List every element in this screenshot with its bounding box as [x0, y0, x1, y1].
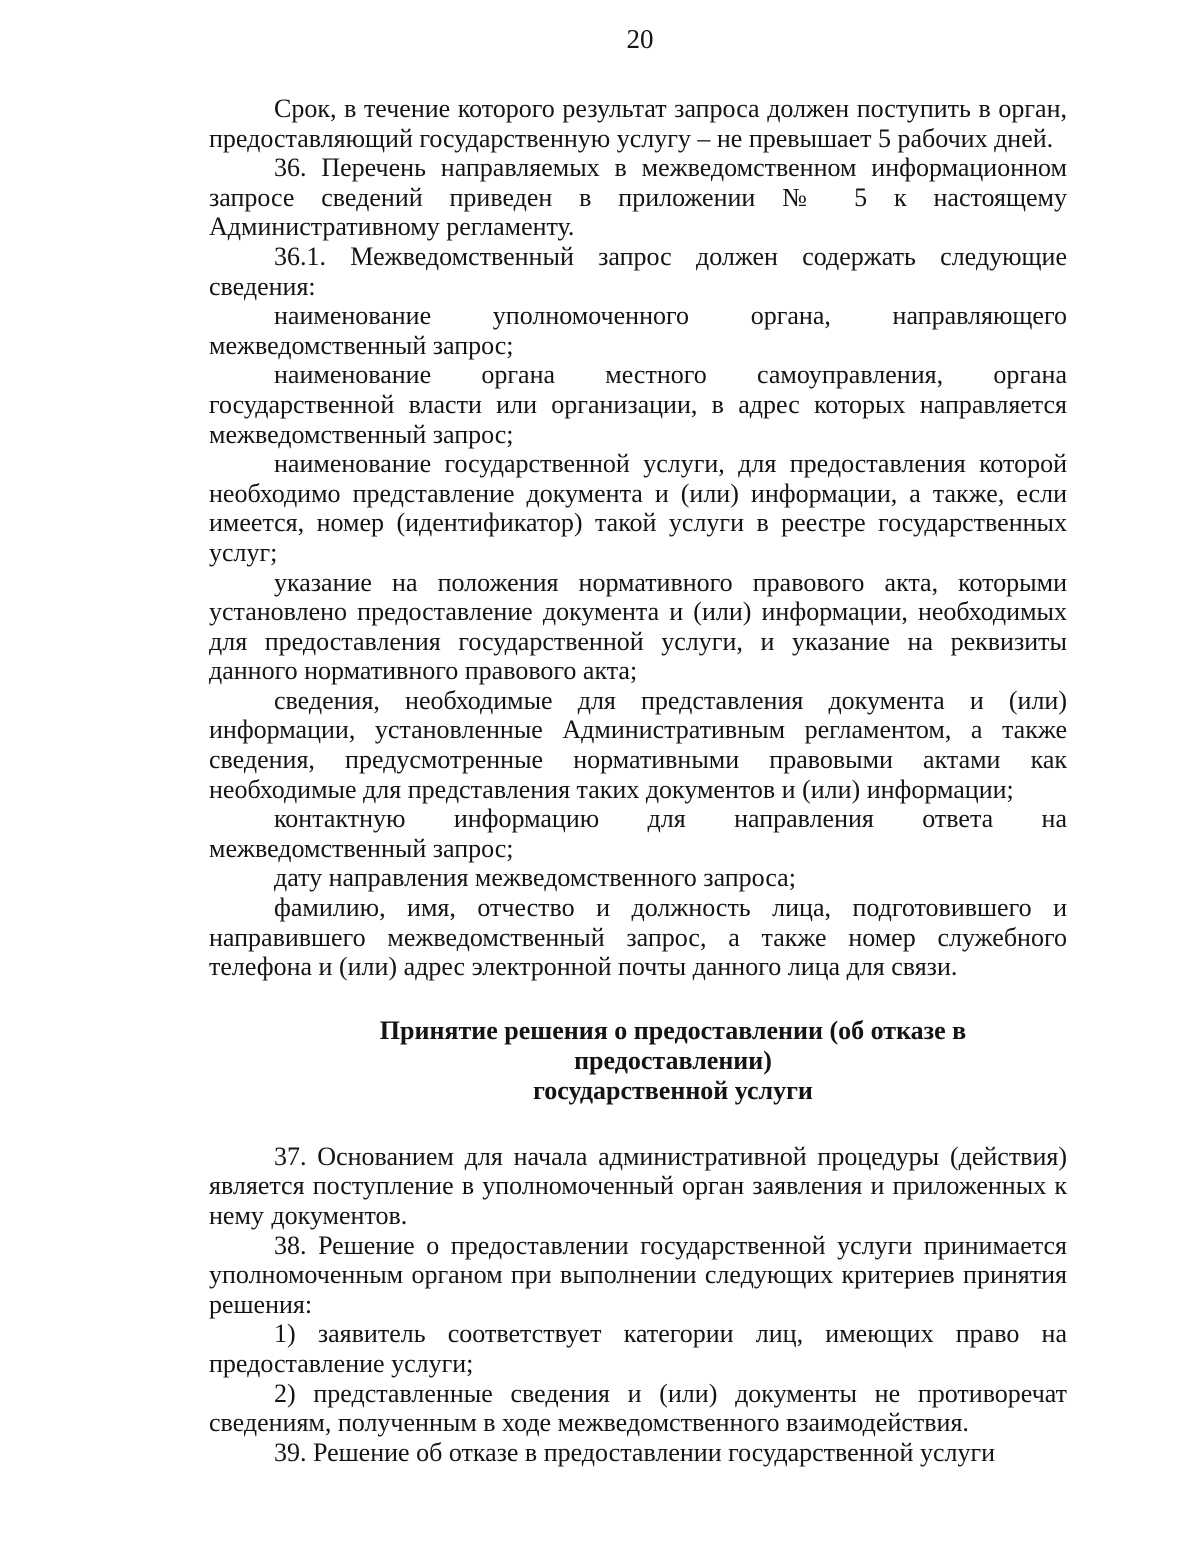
list-item-official-details: фамилию, имя, отчество и должность лица, подготовившего и направившего межведомственный запрос, а также номер служебного телефона и (или) адрес электронной почты данного лица для связи. [209, 893, 1067, 982]
list-item-authority-name: наименование уполномоченного органа, направляющего межведомственный запрос; [209, 301, 1067, 360]
paragraph-36-1: 36.1. Межведомственный запрос должен содержать следующие сведения: [209, 241, 1067, 301]
list-item-request-date: дату направления межведомственного запроса; [274, 863, 796, 893]
paragraph-deadline: Срок, в течение которого результат запроса должен поступить в орган, предоставляющий государственную услугу – не превышает 5 рабочих дней. [209, 94, 1067, 153]
criterion-2: 2) представленные сведения и (или) документы не противоречат сведениям, полученным в ходе межведомственного взаимодействия. [209, 1378, 1067, 1438]
list-item-contact-info: контактную информацию для направления ответа на межведомственный запрос; [209, 804, 1067, 863]
paragraph-36: 36. Перечень направляемых в межведомственном информационном запросе сведений приведен в приложении № 5 к настоящему Административному регламенту. [209, 153, 1067, 242]
section-heading-line-2: государственной услуги [533, 1075, 813, 1105]
paragraph-37: 37. Основанием для начала административной процедуры (действия) является поступление в уполномоченный орган заявления и приложенных к нему документов. [209, 1141, 1067, 1230]
list-item-required-info: сведения, необходимые для представления документа и (или) информации, установленные Административным регламентом, а также сведения, предусмотренные нормативными правовыми актами как необходимые для представления таких документов и (или) информации; [209, 685, 1067, 804]
paragraph-38: 38. Решение о предоставлении государственной услуги принимается уполномоченным органом при выполнении следующих критериев принятия решения: [209, 1230, 1067, 1319]
criterion-1: 1) заявитель соответствует категории лиц, имеющих право на предоставление услуги; [209, 1319, 1067, 1378]
section-heading-line-1: Принятие решения о предоставлении (об отказе в предоставлении) [379, 1015, 967, 1075]
list-item-service-name: наименование государственной услуги, для предоставления которой необходимо представление документа и (или) информации, а также, если имеется, номер (идентификатор) такой услуги в реестре государственных услуг; [209, 449, 1067, 567]
page-number: 20 [626, 24, 654, 54]
document-body [209, 94, 1067, 1467]
list-item-legal-act: указание на положения нормативного правового акта, которыми установлено предоставление документа и (или) информации, необходимых для предоставления государственной услуги, и указание на реквизиты данного нормативного правового акта; [209, 567, 1067, 686]
section-heading [209, 1016, 1067, 1106]
paragraph-39: 39. Решение об отказе в предоставлении государственной услуги [274, 1437, 996, 1467]
list-item-recipient-name: наименование органа местного самоуправления, органа государственной власти или организации, в адрес которых направляется межведомственный запрос; [209, 360, 1067, 449]
